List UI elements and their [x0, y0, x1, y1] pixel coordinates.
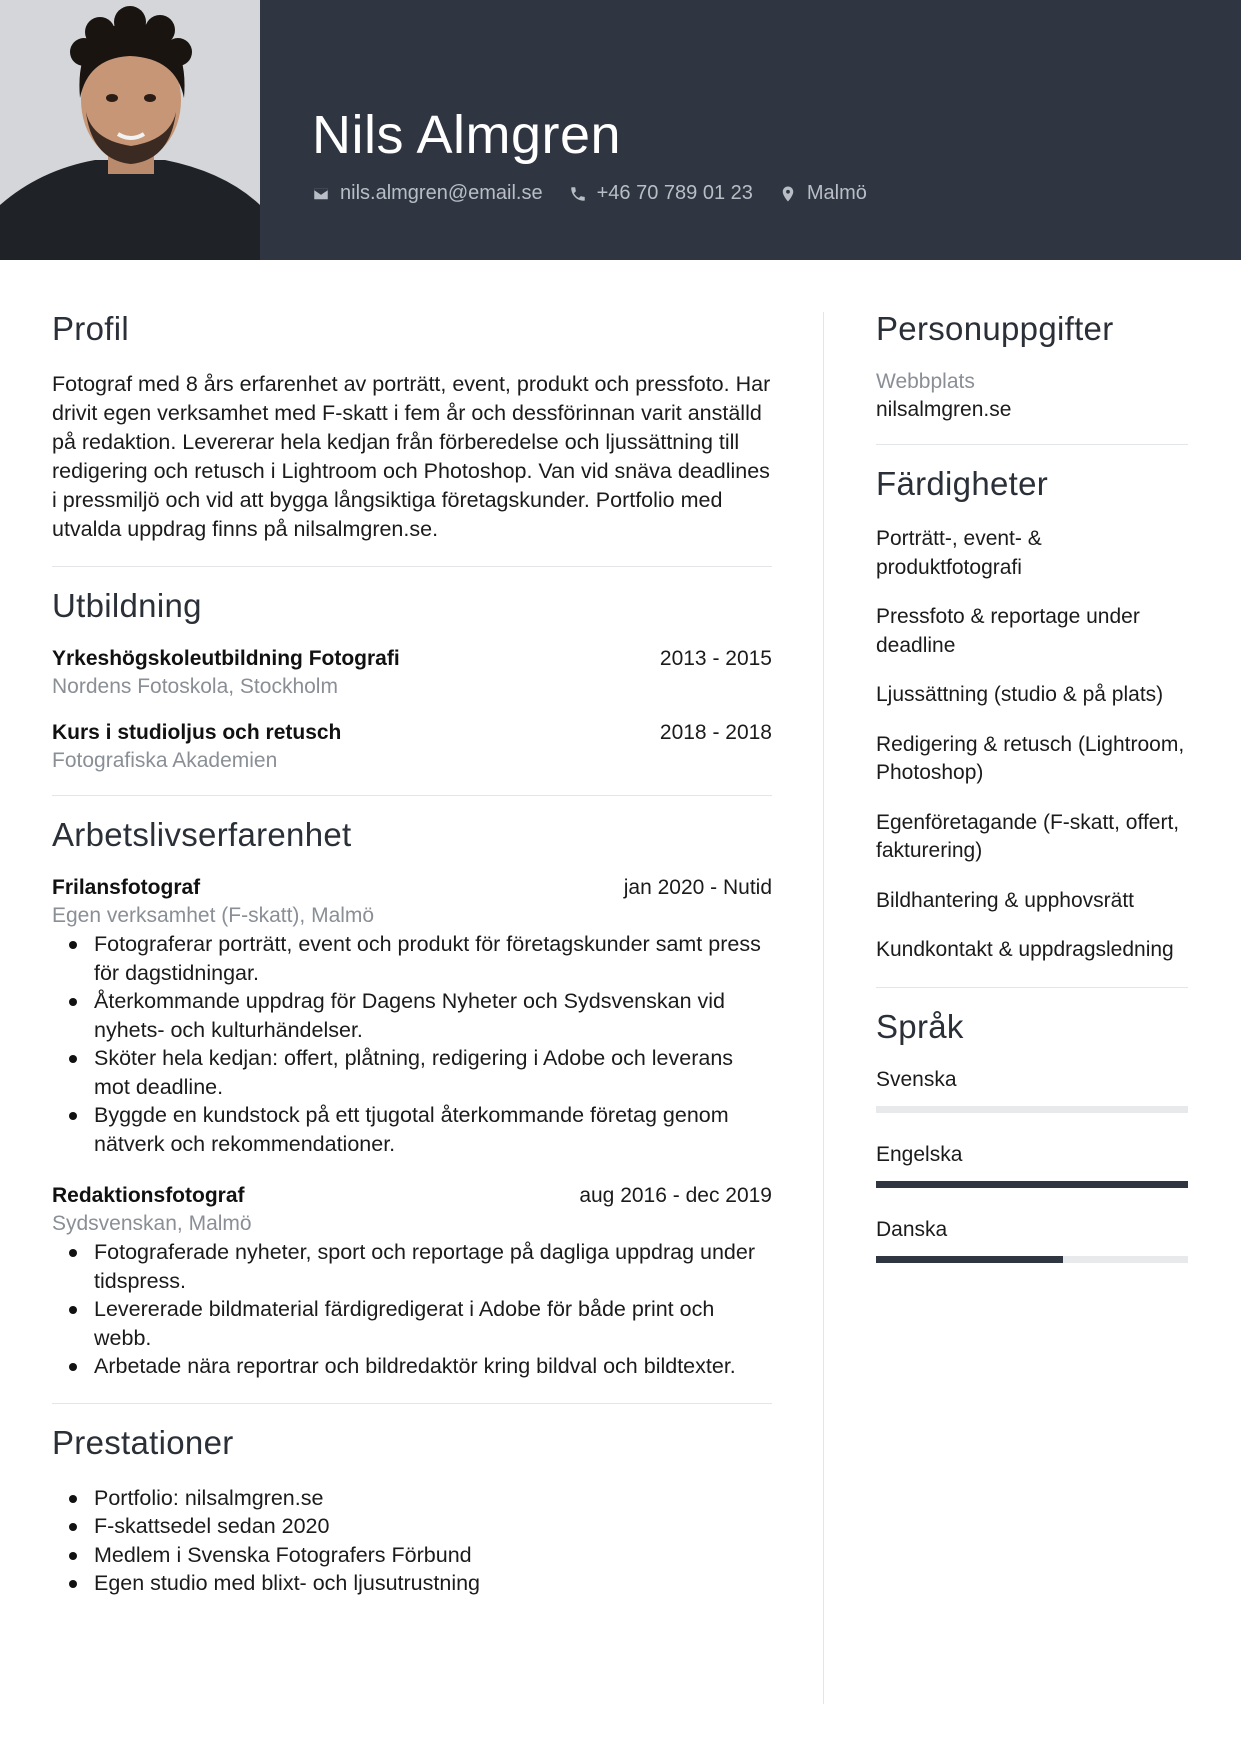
- contact-phone[interactable]: [569, 182, 753, 205]
- education-section: [52, 587, 772, 773]
- language-level-bar: [876, 1106, 1188, 1113]
- profile-photo: [0, 0, 260, 260]
- education-school: Nordens Fotoskola, Stockholm: [52, 675, 338, 698]
- location-text: Malmö: [806, 182, 867, 204]
- education-date: 2013 - 2015: [659, 647, 772, 670]
- skill-item: Porträtt-, event- & produktfotografi: [876, 527, 1042, 579]
- website-label: Webbplats: [876, 370, 975, 393]
- list-item: Återkommande uppdrag för Dagens Nyheter och Sydsvenskan vid nyhets- och kulturhändelser.: [52, 987, 772, 1044]
- achievements-section: [52, 1424, 772, 1598]
- experience-entry: [52, 1184, 772, 1381]
- language-name: Svenska: [876, 1067, 957, 1091]
- language-name: Engelska: [876, 1142, 963, 1166]
- education-school: Fotografiska Akademien: [52, 749, 278, 772]
- sidebar-column: [876, 310, 1188, 1293]
- section-divider: [876, 987, 1188, 988]
- job-date: aug 2016 - dec 2019: [579, 1184, 772, 1207]
- experience-entry: [52, 876, 772, 1158]
- job-bullets: [52, 1238, 772, 1381]
- contact-bar: [312, 182, 867, 205]
- language-level-bar: [876, 1181, 1188, 1188]
- list-item: Fotograferar porträtt, event och produkt för företagskunder samt press för dagstidningar.: [52, 930, 772, 987]
- contact-location: [779, 182, 867, 205]
- job-title: Frilansfotograf: [52, 876, 201, 899]
- section-divider: [52, 795, 772, 796]
- list-item: F-skattsedel sedan 2020: [52, 1512, 772, 1541]
- job-employer: Sydsvenskan, Malmö: [52, 1212, 252, 1235]
- education-title: Kurs i studioljus och retusch: [52, 721, 342, 744]
- list-item: Sköter hela kedjan: offert, plåtning, redigering i Adobe och leverans mot deadline.: [52, 1044, 772, 1101]
- contact-email[interactable]: [312, 182, 543, 205]
- languages-heading: Språk: [876, 1007, 964, 1045]
- section-divider: [52, 566, 772, 567]
- education-title: Yrkeshögskoleutbildning Fotografi: [52, 647, 400, 670]
- education-heading: Utbildning: [52, 587, 202, 624]
- main-column: [52, 310, 772, 1598]
- header-banner: [0, 0, 1241, 260]
- list-item: Medlem i Svenska Fotografers Förbund: [52, 1541, 772, 1570]
- skills-section: [876, 465, 1188, 965]
- skill-item: Pressfoto & reportage under deadline: [876, 605, 1140, 657]
- experience-section: [52, 816, 772, 1381]
- language-level-fill: [876, 1181, 1188, 1188]
- language-level-fill: [876, 1256, 1063, 1263]
- achievements-list: [52, 1484, 772, 1598]
- list-item: Arbetade nära reportrar och bildredaktör kring bildval och bildtexter.: [52, 1352, 772, 1381]
- phone-text: +46 70 789 01 23: [596, 182, 753, 204]
- personal-heading: Personuppgifter: [876, 310, 1114, 347]
- skill-item: Ljussättning (studio & på plats): [876, 683, 1164, 706]
- job-date: jan 2020 - Nutid: [623, 876, 772, 899]
- job-bullets: [52, 930, 772, 1158]
- candidate-name: Nils Almgren: [312, 105, 622, 165]
- education-entry: [52, 721, 772, 773]
- experience-heading: Arbetslivserfarenhet: [52, 816, 352, 853]
- skill-item: Egenföretagande (F-skatt, offert, fakturering): [876, 810, 1180, 862]
- mail-icon: [312, 185, 330, 203]
- language-item: [876, 1218, 1188, 1263]
- language-item: [876, 1143, 1188, 1188]
- profile-text: Fotograf med 8 års erfarenhet av porträtt, event, produkt och pressfoto. Har drivit egen verksamhet med F-skatt i fem år och dessförinnan varit anställd på redaktion. Levererar hela kedjan från förberedelse och ljussättning till redigering och retusch i Lightroom och Photoshop. Van vid snäva deadlines i pressmiljö och vid att bygga långsiktiga företagskunder. Portfolio med utvalda uppdrag finns på nilsalmgren.se.: [52, 372, 771, 541]
- personal-section: [876, 310, 1188, 422]
- education-entry: [52, 647, 772, 699]
- language-name: Danska: [876, 1217, 948, 1241]
- job-employer: Egen verksamhet (F-skatt), Malmö: [52, 904, 375, 927]
- language-item: [876, 1068, 1188, 1113]
- phone-icon: [569, 185, 587, 203]
- skill-item: Kundkontakt & uppdragsledning: [876, 938, 1174, 961]
- list-item: Fotograferade nyheter, sport och reportage på dagliga uppdrag under tidspress.: [52, 1238, 772, 1295]
- website-link[interactable]: nilsalmgren.se: [876, 398, 1012, 421]
- languages-section: [876, 1008, 1188, 1263]
- email-text: nils.almgren@email.se: [340, 182, 543, 204]
- achievements-heading: Prestationer: [52, 1423, 234, 1461]
- skill-item: Bildhantering & upphovsrätt: [876, 888, 1134, 912]
- location-pin-icon: [779, 185, 797, 203]
- profile-heading: Profil: [52, 310, 129, 347]
- list-item: Portfolio: nilsalmgren.se: [52, 1484, 772, 1513]
- list-item: Byggde en kundstock på ett tjugotal återkommande företag genom nätverk och rekommendationer.: [52, 1101, 772, 1158]
- portrait-illustration: [0, 0, 260, 260]
- language-level-bar: [876, 1256, 1188, 1263]
- profile-section: [52, 310, 772, 544]
- skill-item: Redigering & retusch (Lightroom, Photoshop): [876, 732, 1185, 784]
- list-item: Egen studio med blixt- och ljusutrustning: [52, 1569, 772, 1598]
- list-item: Levererade bildmaterial färdigredigerat i Adobe för både print och webb.: [52, 1295, 772, 1352]
- section-divider: [876, 444, 1188, 445]
- column-divider: [823, 312, 824, 1704]
- job-title: Redaktionsfotograf: [52, 1184, 245, 1207]
- skills-heading: Färdigheter: [876, 465, 1049, 502]
- section-divider: [52, 1403, 772, 1404]
- education-date: 2018 - 2018: [659, 721, 772, 744]
